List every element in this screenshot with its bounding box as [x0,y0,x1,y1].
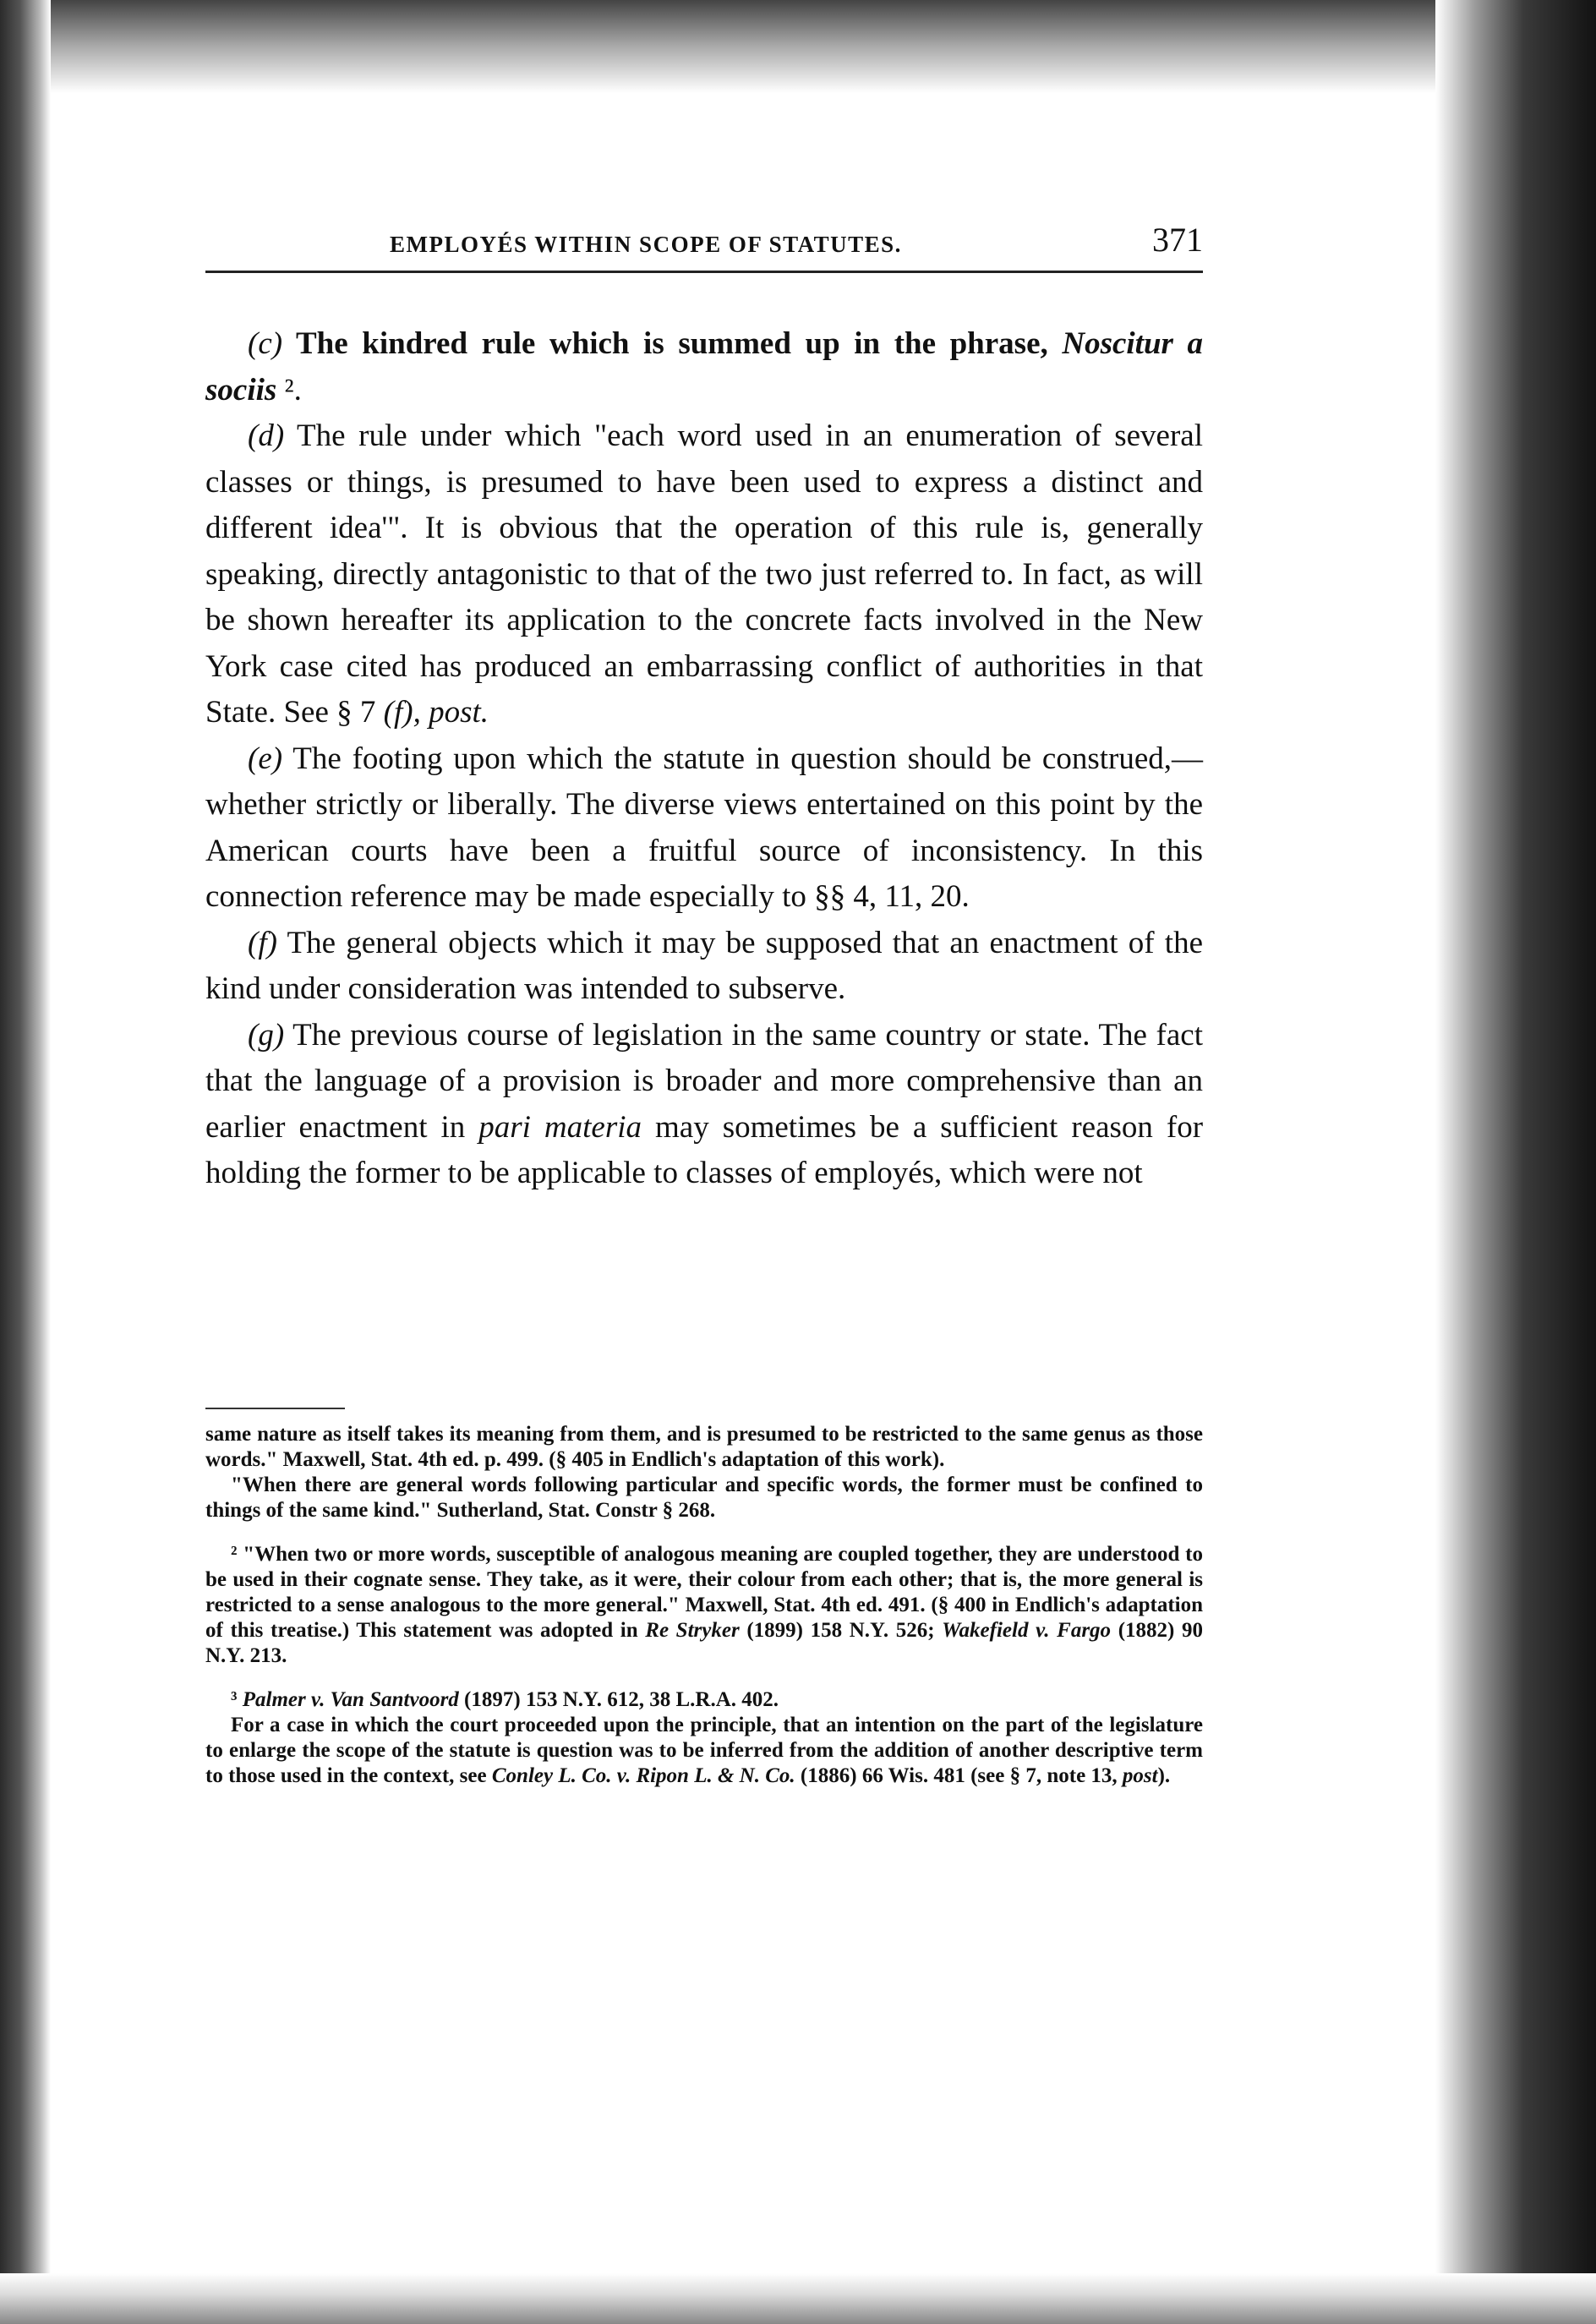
footnote-text-part: (1882) 90 N.Y. 213. [205,1619,1203,1667]
footnote-text-part: ). [1157,1764,1171,1787]
running-title: EMPLOYÉS WITHIN SCOPE OF STATUTES. [390,232,902,257]
footnote-rule [205,1408,345,1409]
paragraph-label: (g) [248,1017,285,1053]
case-name: Conley L. Co. v. Ripon L. & N. Co. [491,1764,795,1787]
paragraph-g [205,1013,1203,1197]
scan-edge-top [0,0,1596,93]
footnote-1 [205,1422,1203,1523]
paragraph-text: The kindred rule which is summed up in the phrase, [282,326,1063,361]
paragraph-label: (e) [248,741,283,776]
latin-phrase: Noscitur a sociis [205,326,1204,407]
footnote-text-part: ² "When two or more words, susceptible of analogous meaning are coupled together, they are understood to be used in their cognate sense. They take, as it were, their colour from each other; that is, the more general is restricted to a sense analogous to the more general." Maxwell, Stat. 4th ed. 491. (§ 400 in Endlich's adaptation of this treatise.) This statement was adopted in [205,1543,1203,1642]
footnote-2 [205,1542,1203,1669]
footnotes [205,1422,1203,1807]
paragraph-c [205,321,1203,413]
case-name: Palmer v. Van Santvoord [242,1688,459,1711]
cross-reference: (f), post. [383,695,489,730]
case-name: Re Stryker [645,1619,740,1642]
paragraph-text: The footing upon which the statute in question should be construed,—whether strictly or liberally. The diverse views entertained on this point by the American courts have been a fruitful source of inconsistency. In this connection reference may be made especially to §§ 4, 11, 20. [205,741,1203,914]
running-head [205,211,1203,265]
footnote-text-part: ³ [231,1688,243,1711]
footnote-text-part: (1899) 158 N.Y. 526; [739,1619,943,1642]
footnote-text: "When there are general words following particular and specific words, the former must be confined to things of the same kind." Sutherland, Stat. Constr § 268. [205,1474,1203,1522]
scan-edge-right [1435,0,1596,2324]
paragraph-text: The general objects which it may be supposed that an enactment of the kind under consideration was intended to subserve. [205,925,1203,1006]
footnote-text [205,1542,1203,1669]
cross-reference: post [1122,1764,1158,1787]
footnote-text-part: For a case in which the court proceeded upon the principle, that an intention on the part of the legislature to enlarge the scope of the statute is question was to be inferred from the addition of another descriptive term to those used in the context, see [205,1714,1203,1787]
footnote-text [205,1713,1203,1789]
footnote-text-part: (1897) 153 N.Y. 612, 38 L.R.A. 402. [458,1688,779,1711]
footnote-ref: ². [276,372,302,407]
header-rule [205,271,1203,273]
paragraph-text: The rule under which "each word used in an enumeration of several classes or things, is presumed to have been used to express a distinct and different idea'". It is obvious that the operation of this rule is, generally speaking, directly antagonistic to that of the two just referred to. In fact, as will be shown hereafter its application to the concrete facts involved in the New York case cited has produced an embarrassing conflict of authorities in that State. See § 7 [205,418,1203,730]
paragraph-text: The previous course of legislation in the same country or state. The fact that the language of a provision is broader and more comprehensive than an earlier enactment in [205,1017,1203,1145]
footnote-text: same nature as itself takes its meaning from them, and is presumed to be restricted to the same genus as those words." Maxwell, Stat. 4th ed. p. 499. (§ 405 in Endlich's adaptation of this work). [205,1423,1203,1471]
latin-phrase: pari materia [478,1109,642,1145]
paragraph-label: (d) [248,418,285,453]
footnote-text-part: (1886) 66 Wis. 481 (see § 7, note 13, [795,1764,1123,1787]
footnote-3 [205,1687,1203,1789]
paragraph-f [205,921,1203,1013]
paragraph-e [205,736,1203,921]
paragraph-text-continued: may sometimes be a sufficient reason for holding the former to be applicable to classes of employés, which were not [205,1109,1204,1190]
case-name: Wakefield v. Fargo [942,1619,1112,1642]
scan-edge-left [0,0,51,2324]
scan-edge-bottom [0,2273,1596,2324]
paragraph-label: (f) [248,925,277,960]
body-text [205,321,1203,1197]
paragraph-d [205,413,1203,736]
page-number: 371 [1152,221,1203,259]
book-page [205,211,1204,1787]
footnote-text [205,1687,1203,1713]
paragraph-label: (c) [248,326,283,361]
